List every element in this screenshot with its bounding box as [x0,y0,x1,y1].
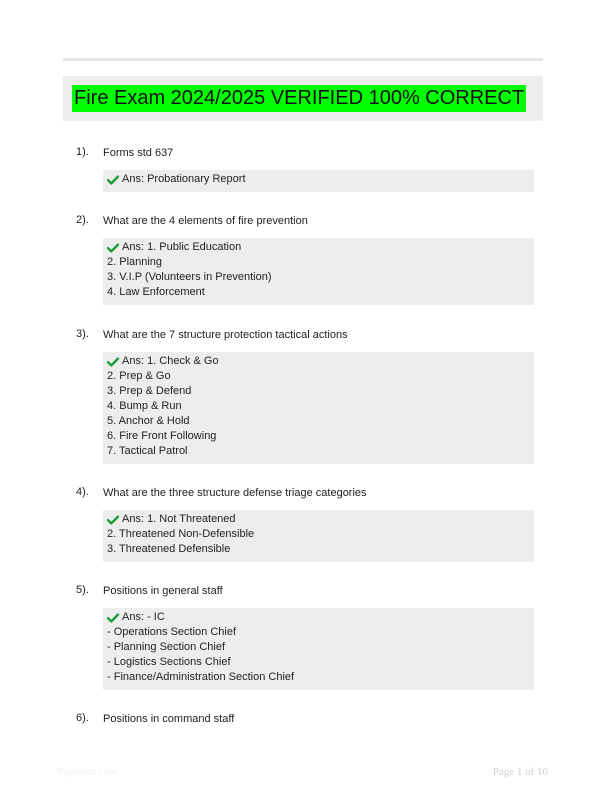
checkmark-icon [107,613,119,623]
page-indicator: Page 1 of 10 [492,766,548,778]
answer-line [103,512,534,527]
checkmark-icon [107,243,119,253]
top-divider [63,58,543,61]
answer-line [103,655,534,670]
answer-text: Ans: 1. Check & Go [122,355,219,367]
answer-line [103,429,534,444]
answer-line [103,255,534,270]
answer-line [103,384,534,399]
answer-line [103,369,534,384]
checkmark-icon [107,515,119,525]
answer-text: 3. V.I.P (Volunteers in Prevention) [107,271,272,283]
answer-line [103,414,534,429]
answer-line [103,640,534,655]
answer-text: Ans: Probationary Report [122,173,246,185]
answer-line [103,670,534,685]
question-number: 6). [76,712,89,724]
answer-line [103,444,534,459]
document-title: Fire Exam 2024/2025 VERIFIED 100% CORRECT [72,85,526,112]
question-text: Positions in general staff [103,585,223,597]
answer-box [103,238,534,305]
answer-box [103,608,534,690]
question-number: 2). [76,214,89,226]
answer-text: 6. Fire Front Following [107,430,217,442]
answer-line [103,354,534,369]
question-text: Forms std 637 [103,147,174,159]
question-text: What are the 4 elements of fire prevention [103,215,308,227]
question-number: 3). [76,328,89,340]
answer-text: 3. Prep & Defend [107,385,192,397]
question-text: Positions in command staff [103,713,235,725]
answer-line [103,625,534,640]
answer-box [103,352,534,464]
answer-box [103,510,534,562]
title-band [63,76,543,121]
checkmark-icon [107,175,119,185]
answer-text: 5. Anchor & Hold [107,415,190,427]
answer-line [103,527,534,542]
answer-line [103,172,534,187]
footer-watermark: Paper9bit.com [58,767,117,777]
answer-line [103,610,534,625]
answer-text: Ans: - IC [122,611,165,623]
question-number: 4). [76,486,89,498]
answer-text: 2. Prep & Go [107,370,171,382]
answer-text: - Planning Section Chief [107,641,226,653]
answer-line [103,399,534,414]
answer-box [103,170,534,192]
answer-text: 2. Planning [107,256,163,268]
answer-line [103,542,534,557]
answer-text: 3. Threatened Defensible [107,543,231,555]
answer-text: 4. Law Enforcement [107,286,205,298]
question-number: 1). [76,146,89,158]
checkmark-icon [107,357,119,367]
answer-text: 4. Bump & Run [107,400,182,412]
answer-text: Ans: 1. Public Education [122,241,242,253]
answer-text: - Finance/Administration Section Chief [107,671,295,683]
answer-text: - Operations Section Chief [107,626,237,638]
answer-text: 2. Threatened Non-Defensible [107,528,255,540]
answer-line [103,270,534,285]
question-text: What are the 7 structure protection tactical actions [103,329,348,341]
answer-text: 7. Tactical Patrol [107,445,188,457]
question-number: 5). [76,584,89,596]
answer-line [103,285,534,300]
answer-text: - Logistics Sections Chief [107,656,231,668]
question-text: What are the three structure defense triage categories [103,487,367,499]
answer-text: Ans: 1. Not Threatened [122,513,236,525]
answer-line [103,240,534,255]
